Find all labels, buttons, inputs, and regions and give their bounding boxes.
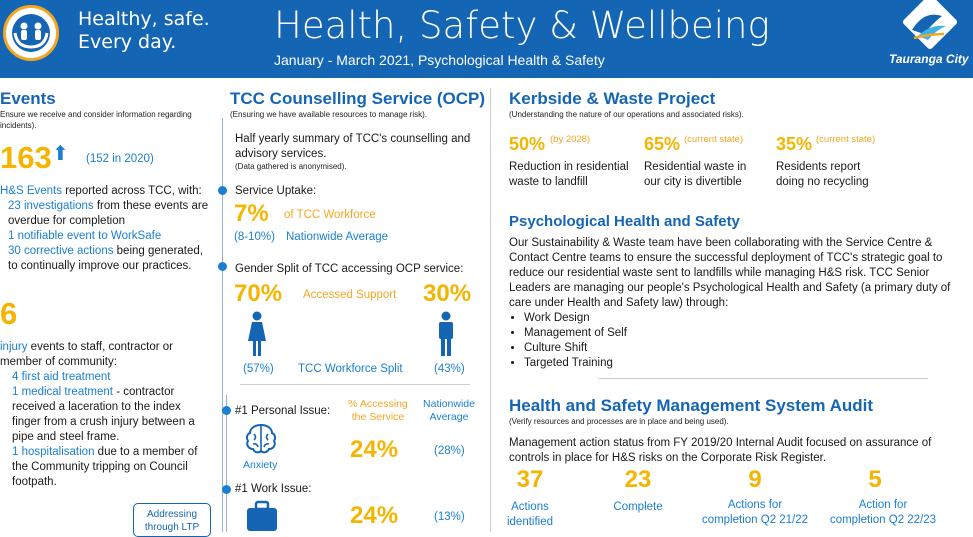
events-reported-suffix: reported across TCC, with: xyxy=(62,185,202,197)
briefcase-icon xyxy=(245,500,279,532)
first-aid: 4 first aid treatment xyxy=(12,371,111,383)
page-title: Health, Safety & Wellbeing xyxy=(274,4,770,47)
psych-bullets xyxy=(510,311,627,371)
events-desc-1: Ensure we receive and consider information regarding xyxy=(0,110,192,119)
tagline-line-1: Healthy, safe. xyxy=(78,8,210,30)
events-previous: (152 in 2020) xyxy=(86,153,154,165)
psych-line-3: reduce our residential waste sent to landfills while managing H&S risk. TCC Senior xyxy=(509,267,930,279)
psych-line-1: Our Sustainability & Waste team have been collaborating with the Service Centre & xyxy=(509,237,933,249)
hospitalisation-rest: due to a member of xyxy=(94,446,198,458)
callout-line-2: through LTP xyxy=(144,522,200,533)
callout-line-1: Addressing xyxy=(146,509,198,520)
audit-s2-line1: Complete xyxy=(613,501,663,513)
events-reported xyxy=(0,184,202,199)
workforce-split-label: TCC Workforce Split xyxy=(298,363,403,375)
counselling-summary-1: Half yearly summary of TCC's counselling and xyxy=(235,133,471,145)
investigations-line-2: overdue for completion xyxy=(8,215,125,227)
stat2-note: (current state) xyxy=(684,134,744,145)
people-in-hands-icon xyxy=(3,5,59,61)
hospitalisation-line-2: the Community tripping on Council xyxy=(12,461,188,473)
stat3-line2: doing no recycling xyxy=(776,176,869,188)
nationwide-header-1: Nationwide xyxy=(423,398,475,410)
timeline-dot xyxy=(218,186,227,195)
gender-split-label: Gender Split of TCC accessing OCP service: xyxy=(235,263,464,275)
nationwide-header xyxy=(414,398,484,424)
male-percent: 30% xyxy=(423,280,472,307)
divider xyxy=(598,378,928,379)
uptake-desc: of TCC Workforce xyxy=(284,209,376,221)
stat1-line1: Reduction in residential xyxy=(509,161,629,173)
notifiable-event: 1 notifiable event to WorkSafe xyxy=(8,230,162,242)
injury-count: 6 xyxy=(0,296,18,331)
audit-s1-line1: Actions xyxy=(511,501,549,513)
stat3-value: 35% xyxy=(776,134,813,154)
audit-s3-line1: Actions for xyxy=(727,499,783,511)
medical-line xyxy=(12,385,174,400)
audit-title: Health and Safety Management System Audit xyxy=(509,396,874,415)
stat2-value: 65% xyxy=(644,134,681,154)
nationwide-label: Nationwide Average xyxy=(286,231,389,243)
timeline-dot xyxy=(218,262,227,271)
page-subtitle: January - March 2021, Psychological Health & Safety xyxy=(274,52,605,68)
corrective-line xyxy=(8,244,203,259)
kerbside-title: Kerbside & Waste Project xyxy=(509,89,716,108)
city-name: Tauranga City xyxy=(889,52,969,66)
audit-s1-value: 37 xyxy=(516,466,544,493)
injury-line xyxy=(0,340,173,355)
stat2-line1: Residential waste in xyxy=(644,161,747,173)
psych-line-4: Leaders are managing our people's Psychological Health and Safety (a primary duty of xyxy=(509,282,951,294)
audit-desc: (Verify resources and processes are in place and being used). xyxy=(509,417,729,426)
hospitalisation: 1 hospitalisation xyxy=(12,446,95,458)
personal-issue-label: #1 Personal Issue: xyxy=(235,405,331,417)
middle-timeline-line xyxy=(226,395,227,532)
timeline-dot xyxy=(222,485,231,494)
brain-icon xyxy=(244,422,278,456)
audit-s4-line2: completion Q2 22/23 xyxy=(829,514,937,526)
medical-rest: - contractor xyxy=(113,386,175,398)
anonymised-note: (Data gathered is anonymised). xyxy=(235,162,347,171)
hospitalisation-line-3: footpath. xyxy=(12,476,57,488)
counselling-title: TCC Counselling Service (OCP) xyxy=(230,89,486,108)
audit-s2-value: 23 xyxy=(624,466,652,493)
stat1-note: (by 2028) xyxy=(550,134,591,145)
work-percent: 24% xyxy=(350,502,399,529)
events-count: 163 xyxy=(0,140,52,175)
stat1-line2: waste to landfill xyxy=(509,176,588,188)
personal-nationwide: (28%) xyxy=(434,445,465,457)
left-timeline-line xyxy=(222,118,223,532)
kerbside-desc: (Understanding the nature of our operations and associated risks). xyxy=(509,110,744,119)
medical-line-3: finger from a crush injury between a xyxy=(12,416,195,428)
male-split: (43%) xyxy=(434,363,465,375)
medical-line-2: received a laceration to the index xyxy=(12,401,181,413)
female-percent: 70% xyxy=(234,280,283,307)
counselling-desc: (Ensuring we have available resources to manage risk). xyxy=(230,110,427,119)
pct-accessing-header-1: % Accessing xyxy=(348,398,408,410)
uptake-percent: 7% xyxy=(234,200,269,227)
events-reported-prefix: H&S Events xyxy=(0,185,62,197)
list-item: • Culture Shift xyxy=(524,341,627,356)
list-item: • Work Design xyxy=(524,311,627,326)
audit-s3-value: 9 xyxy=(748,466,762,493)
corrective-line-2: to continually improve our practices. xyxy=(8,260,192,272)
investigations-line xyxy=(8,199,208,214)
nationwide-header-2: Average xyxy=(429,411,469,423)
timeline-dot xyxy=(222,406,231,415)
audit-line-2: controls in place for H&S risks on the Corporate Risk Register. xyxy=(509,452,827,464)
arrow-up-icon: ⬆ xyxy=(52,143,69,165)
pct-accessing-header xyxy=(340,398,416,424)
audit-s1-line2: identified xyxy=(506,516,554,528)
audit-s3-line2: completion Q2 21/22 xyxy=(701,514,809,526)
stat2-line2: our city is divertible xyxy=(644,176,742,188)
medical-line-4: pipe and steel frame. xyxy=(12,431,120,443)
counselling-summary-2: advisory services. xyxy=(235,148,327,160)
accessed-support: Accessed Support xyxy=(303,289,397,301)
events-title: Events xyxy=(0,89,56,108)
stat1-value: 50% xyxy=(509,134,546,154)
corrective-count: 30 corrective actions xyxy=(8,245,114,257)
hospitalisation-line xyxy=(12,445,197,460)
audit-s4-line1: Action for xyxy=(858,499,908,511)
events-desc-2: incidents). xyxy=(0,121,37,130)
corrective-rest: being generated, xyxy=(113,245,203,257)
pct-accessing-header-2: the Service xyxy=(351,411,405,423)
tagline-line-2: Every day. xyxy=(78,31,177,53)
medical-treatment: 1 medical treatment xyxy=(12,386,113,398)
work-issue-label: #1 Work Issue: xyxy=(235,483,312,495)
psych-line-2: Contact Centre teams to ensure the successful deployment of TCC's strategic goal to xyxy=(509,252,943,264)
divider xyxy=(240,384,470,385)
personal-percent: 24% xyxy=(350,436,399,463)
stat3-note: (current state) xyxy=(816,134,876,145)
nationwide-range: (8-10%) xyxy=(234,231,275,243)
psych-title: Psychological Health and Safety xyxy=(509,213,740,230)
male-figure-icon xyxy=(436,311,456,357)
work-nationwide: (13%) xyxy=(434,511,465,523)
psych-line-5: care under Health and Safety law) through: xyxy=(509,297,729,309)
tagline xyxy=(78,8,210,54)
investigations-count: 23 investigations xyxy=(8,200,94,212)
injury-word: injury xyxy=(0,341,28,353)
header-banner xyxy=(0,0,973,78)
list-item: • Management of Self xyxy=(524,326,627,341)
female-figure-icon xyxy=(247,311,267,357)
injury-rest: events to staff, contractor or xyxy=(27,341,174,353)
list-item: • Targeted Training xyxy=(524,356,627,371)
audit-line-1: Management action status from FY 2019/20 Internal Audit focused on assurance of xyxy=(509,437,932,449)
service-uptake-label: Service Uptake: xyxy=(235,185,317,197)
anxiety-label: Anxiety xyxy=(243,459,278,471)
injury-line-2: member of community: xyxy=(0,356,117,368)
stat3-line1: Residents report xyxy=(776,161,861,173)
audit-s4-value: 5 xyxy=(868,466,882,493)
female-split: (57%) xyxy=(243,363,274,375)
investigations-rest: from these events are xyxy=(93,200,209,212)
